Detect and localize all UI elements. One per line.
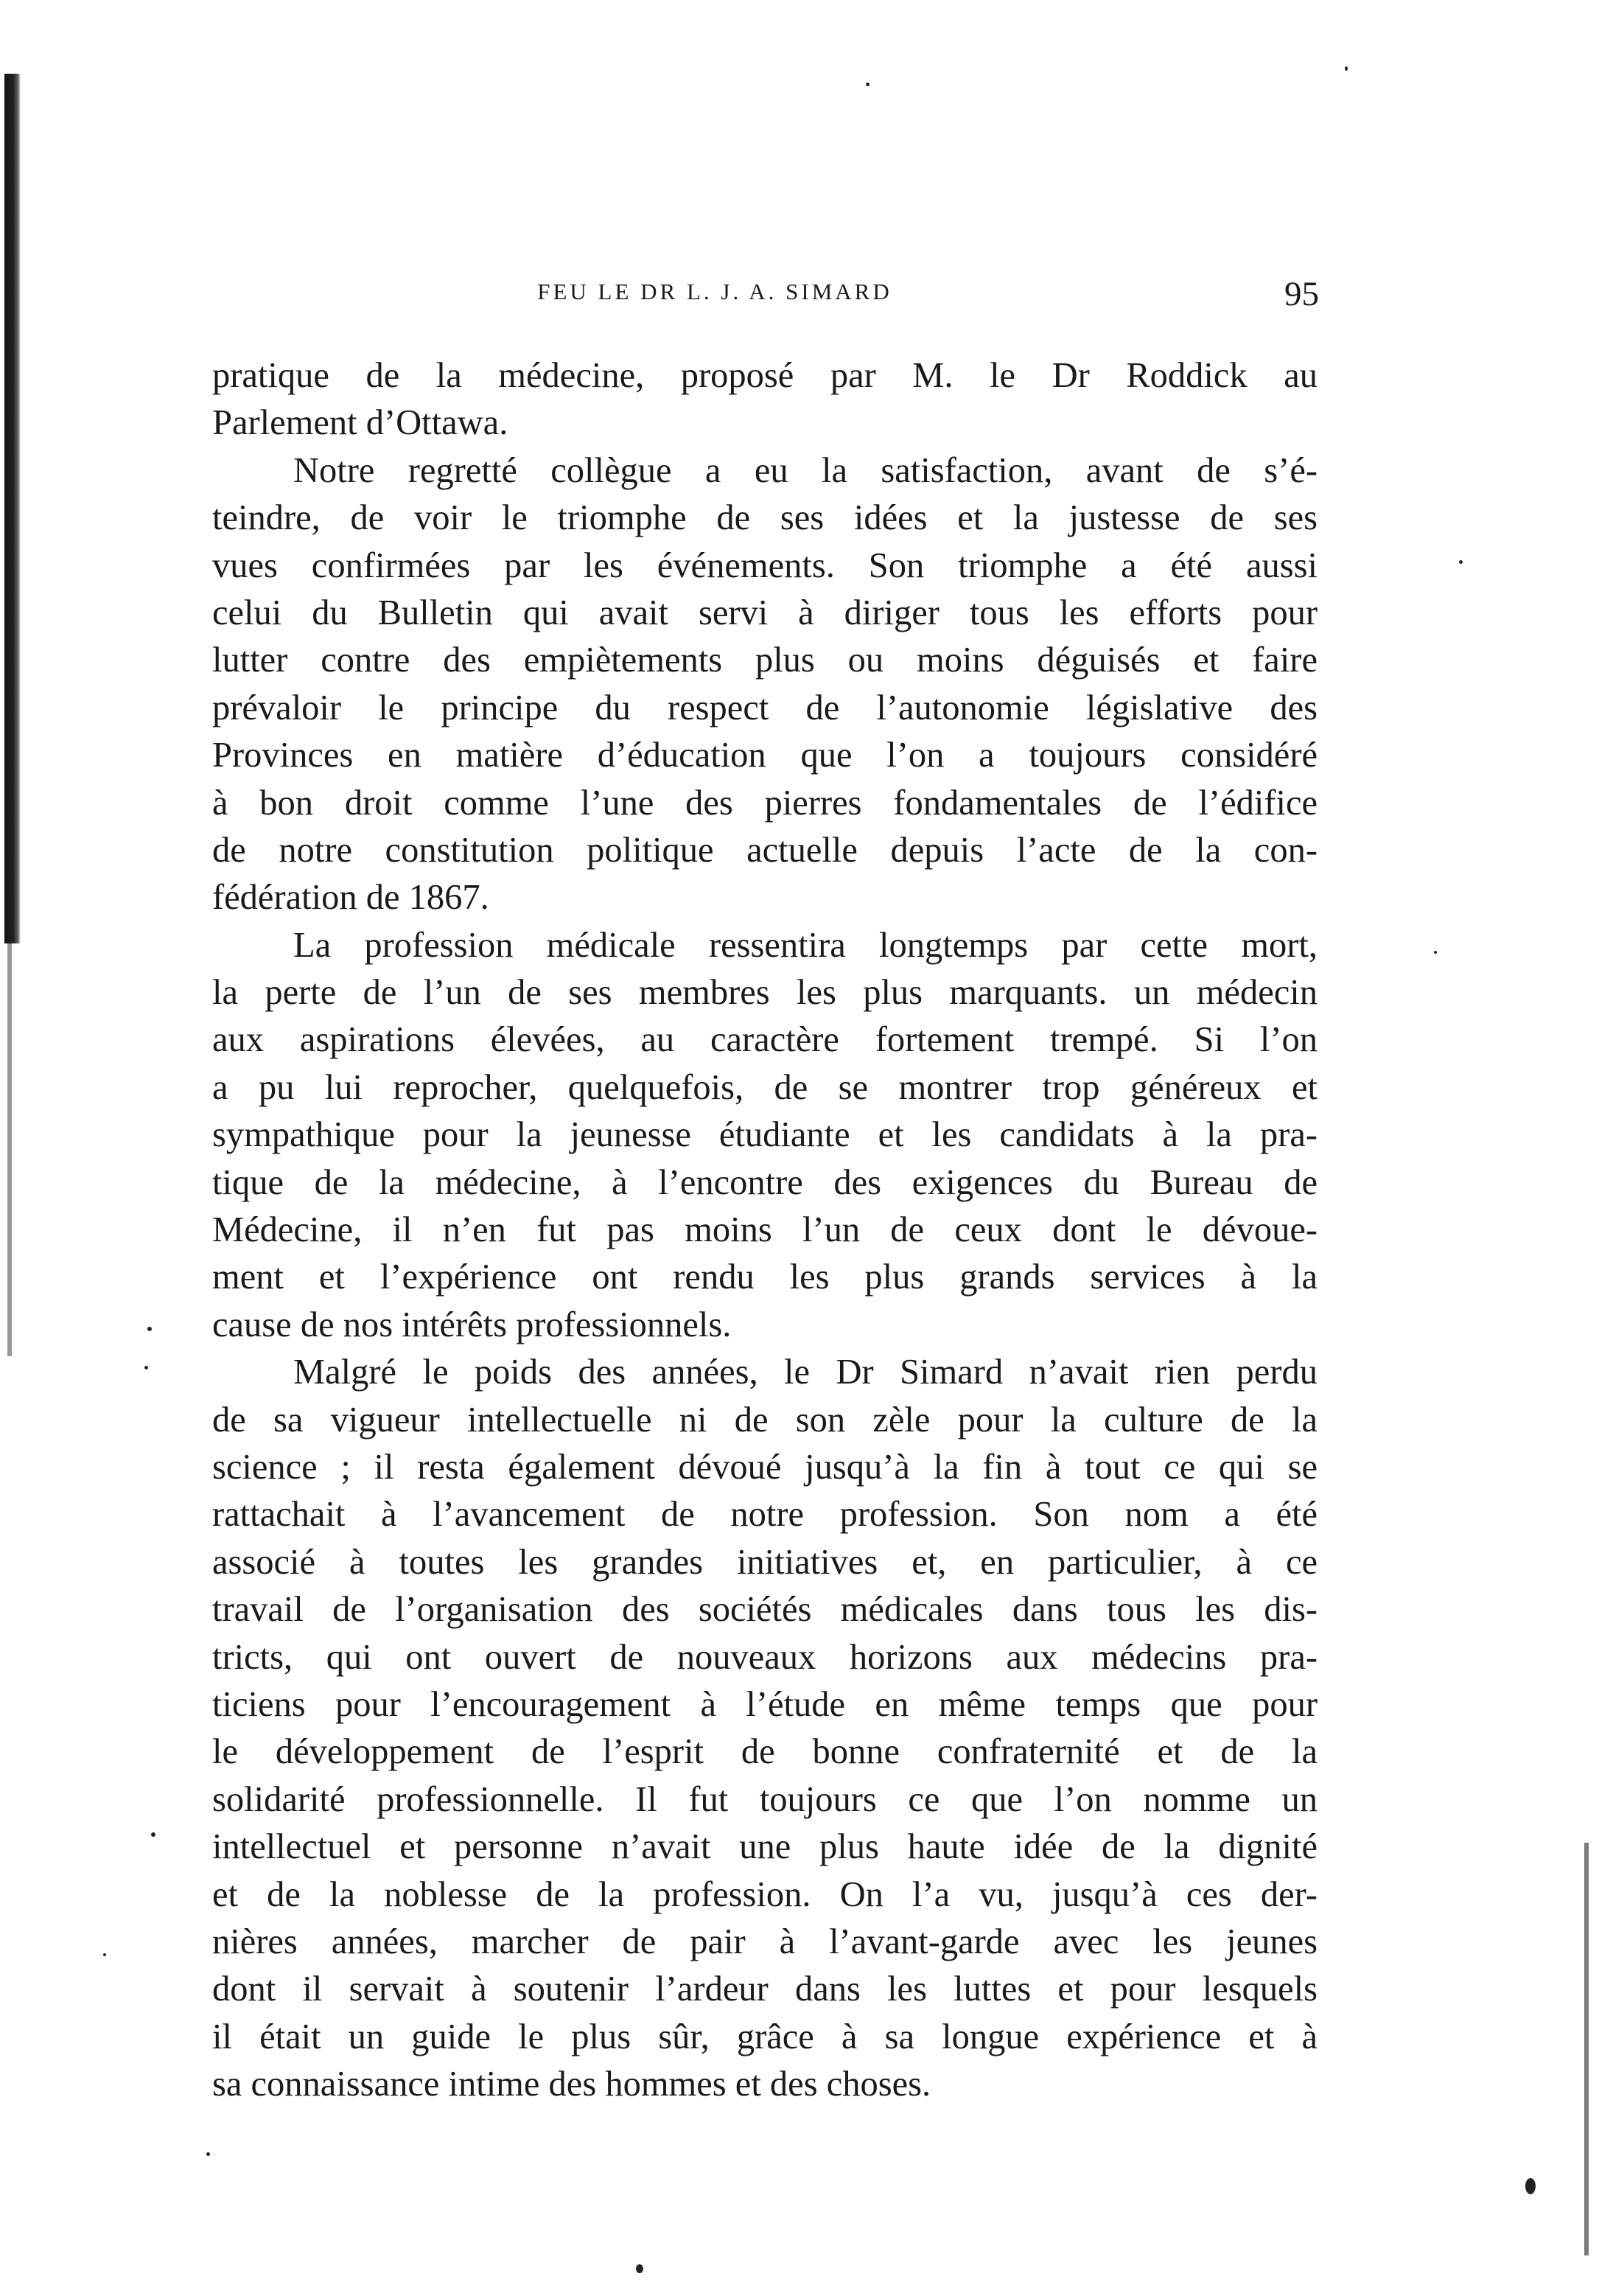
- text-line: à bon droit comme l’une des pierres fondamentales de l’édifice: [212, 783, 1318, 823]
- scan-speck: [1434, 951, 1437, 954]
- running-head: FEU LE DR L. J. A. SIMARD: [537, 279, 892, 304]
- scan-speck: [1345, 66, 1348, 71]
- text-line: aux aspirations élevées, au caractère fortement trempé. Si l’on: [212, 1020, 1318, 1060]
- text-line: cause de nos intérêts professionnels.: [212, 1305, 732, 1344]
- text-line: celui du Bulletin qui avait servi à diriger tous les efforts pour: [212, 593, 1318, 632]
- text-line: intellectuel et personne n’avait une plus haute idée de la dignité: [212, 1827, 1318, 1867]
- text-line: et de la noblesse de la profession. On l’a vu, jusqu’à ces der-: [212, 1874, 1318, 1914]
- scan-speck: [206, 2152, 210, 2156]
- text-line: nières années, marcher de pair à l’avant-garde avec les jeunes: [212, 1922, 1318, 1961]
- text-line: il était un guide le plus sûr, grâce à sa longue expérience et à: [212, 2017, 1318, 2056]
- right-edge-shadow: [1584, 1843, 1589, 2255]
- text-line: le développement de l’esprit de bonne confraternité et de la: [212, 1732, 1318, 1772]
- text-line: science ; il resta également dévoué jusqu’à la fin à tout ce qui se: [212, 1447, 1318, 1487]
- page-header: [214, 274, 1319, 318]
- page-number: 95: [1284, 275, 1319, 313]
- binding-shadow: [4, 74, 21, 943]
- text-line: associé à toutes les grandes initiatives et, en particulier, à ce: [212, 1542, 1318, 1582]
- text-line: dont il servait à soutenir l’ardeur dans les luttes et pour lesquels: [212, 1969, 1318, 2009]
- text-line: pratique de la médecine, proposé par M. le Dr Roddick au: [212, 356, 1318, 395]
- text-line: prévaloir le principe du respect de l’autonomie législative des: [212, 688, 1318, 727]
- text-line: teindre, de voir le triomphe de ses idées et la justesse de ses: [212, 498, 1318, 538]
- text-line: La profession médicale ressentira longtemps par cette mort,: [293, 925, 1318, 965]
- text-line: tique de la médecine, à l’encontre des exigences du Bureau de: [212, 1162, 1318, 1202]
- text-line: Médecine, il n’en fut pas moins l’un de ceux dont le dévoue-: [212, 1210, 1318, 1250]
- scan-speck: [151, 1832, 155, 1837]
- text-line: la perte de l’un de ses membres les plus marquants. un médecin: [212, 973, 1318, 1013]
- text-line: lutter contre des empiètements plus ou moins déguisés et faire: [212, 641, 1318, 680]
- text-line: sa connaissance intime des hommes et des choses.: [212, 2065, 931, 2104]
- text-line: sympathique pour la jeunesse étudiante et les candidats à la pra-: [212, 1115, 1318, 1155]
- scan-speck: [866, 83, 870, 86]
- text-line: rattachait à l’avancement de notre profession. Son nom a été: [212, 1495, 1318, 1535]
- text-line: ment et l’expérience ont rendu les plus grands services à la: [212, 1257, 1318, 1297]
- scan-speck: [1459, 560, 1463, 564]
- text-line: de notre constitution politique actuelle depuis l’acte de la con-: [212, 830, 1318, 870]
- scan-speck: [147, 1327, 152, 1331]
- text-line: Notre regretté collègue a eu la satisfaction, avant de s’é-: [293, 450, 1318, 490]
- text-line: travail de l’organisation des sociétés médicales dans tous les dis-: [212, 1590, 1318, 1630]
- scan-speck: [103, 1953, 106, 1956]
- text-line: de sa vigueur intellectuelle ni de son zèle pour la culture de la: [212, 1400, 1318, 1440]
- text-line: tricts, qui ont ouvert de nouveaux horizons aux médecins pra-: [212, 1637, 1318, 1677]
- scan-speck: [1525, 2178, 1536, 2194]
- binding-shadow-lower: [7, 943, 12, 1356]
- text-line: vues confirmées par les événements. Son triomphe a été aussi: [212, 545, 1318, 585]
- scan-speck: [636, 2264, 643, 2273]
- text-line: fédération de 1867.: [212, 878, 489, 918]
- scan-speck: [144, 1366, 148, 1369]
- text-line: a pu lui reprocher, quelquefois, de se montrer trop généreux et: [212, 1067, 1318, 1107]
- text-line: Parlement d’Ottawa.: [212, 403, 508, 443]
- text-line: Malgré le poids des années, le Dr Simard n’avait rien perdu: [293, 1353, 1318, 1392]
- body-text: [212, 352, 1318, 2108]
- text-line: Provinces en matière d’éducation que l’on a toujours considéré: [212, 736, 1318, 775]
- text-line: solidarité professionnelle. Il fut toujours ce que l’on nomme un: [212, 1779, 1318, 1819]
- text-line: ticiens pour l’encouragement à l’étude en même temps que pour: [212, 1684, 1318, 1724]
